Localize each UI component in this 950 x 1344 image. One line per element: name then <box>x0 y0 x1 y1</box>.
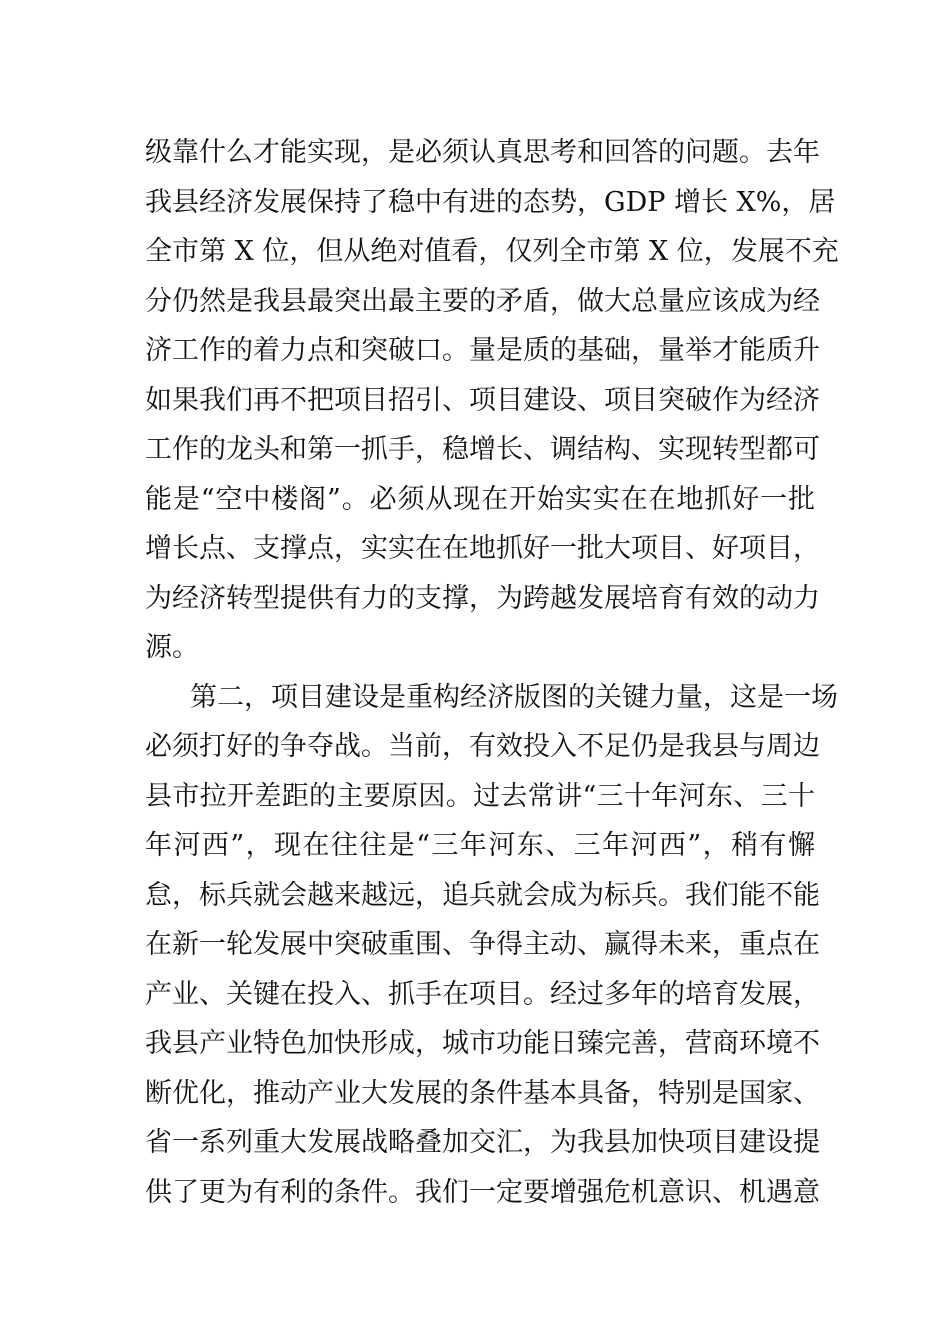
text-line: 产业、关键在投入、抓手在项目。经过多年的培育发展， <box>145 978 820 1010</box>
text-line: 能是“空中楼阁”。必须从现在开始实实在在地抓好一批 <box>145 483 815 515</box>
text-line: 增长点、支撑点，实实在在地抓好一批大项目、好项目， <box>145 533 820 564</box>
body-text <box>145 128 839 1217</box>
text-line: 我县产业特色加快形成，城市功能日臻完善，营商环境不 <box>145 1028 820 1059</box>
text-line: 怠，标兵就会越来越远，追兵就会成为标兵。我们能不能 <box>145 879 820 911</box>
paragraph-2 <box>145 673 838 1218</box>
text-line: 如果我们再不把项目招引、项目建设、项目突破作为经济 <box>145 384 820 416</box>
text-line: 分仍然是我县最突出最主要的矛盾，做大总量应该成为经 <box>145 285 820 317</box>
text-line: 省一系列重大发展战略叠加交汇，为我县加快项目建设提 <box>145 1127 820 1158</box>
text-line: 年河西”，现在往往是“三年河东、三年河西”，稍有懈 <box>145 830 815 861</box>
text-line: 县市拉开差距的主要原因。过去常讲“三十年河东、三十 <box>145 780 815 812</box>
text-line: 全市第 X 位，但从绝对值看，仅列全市第 X 位，发展不充 <box>145 236 839 267</box>
text-line: 工作的龙头和第一抓手，稳增长、调结构、实现转型都可 <box>145 434 820 465</box>
text-line: 源。 <box>145 632 199 663</box>
text-line: 在新一轮发展中突破重围、争得主动、赢得未来，重点在 <box>145 929 820 960</box>
text-line: 必须打好的争夺战。当前，有效投入不足仍是我县与周边 <box>145 731 820 762</box>
text-line: 济工作的着力点和突破口。量是质的基础，量举才能质升 <box>145 335 820 366</box>
text-line: 级靠什么才能实现，是必须认真思考和回答的问题。去年 <box>145 137 820 168</box>
text-line: 我县经济发展保持了稳中有进的态势，GDP 增长 X%，居 <box>145 186 836 218</box>
text-line: 第二，项目建设是重构经济版图的关键力量，这是一场 <box>190 681 838 713</box>
text-line: 断优化，推动产业大发展的条件基本具备，特别是国家、 <box>145 1077 820 1109</box>
paragraph-1 <box>145 128 839 673</box>
text-line: 供了更为有利的条件。我们一定要增强危机意识、机遇意 <box>145 1176 820 1208</box>
text-line: 为经济转型提供有力的支撑，为跨越发展培育有效的动力 <box>145 582 820 614</box>
